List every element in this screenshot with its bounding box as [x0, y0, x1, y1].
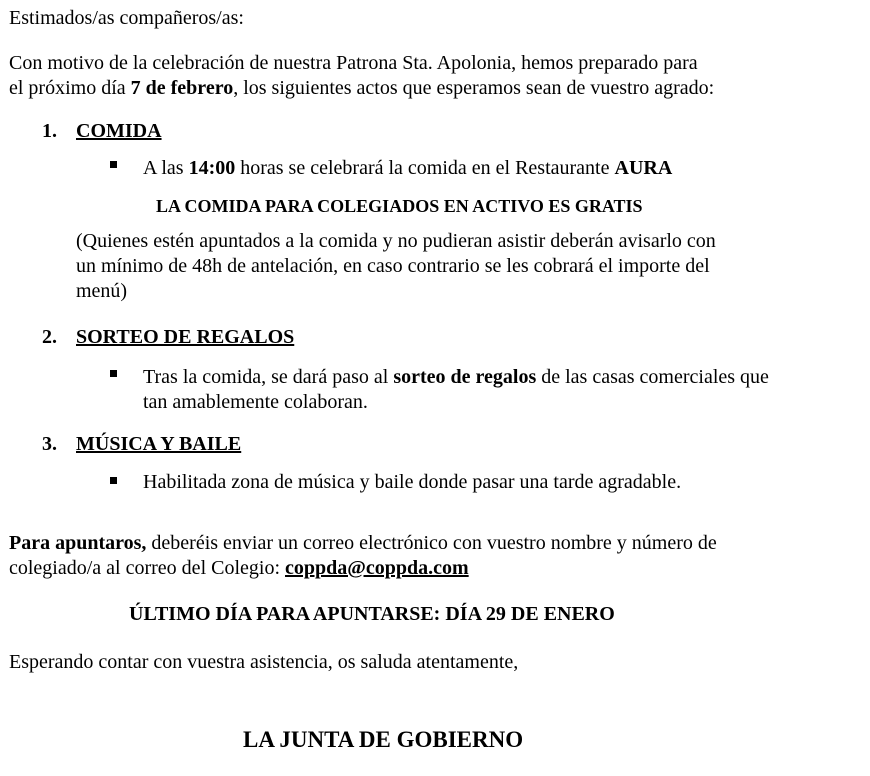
section-2-bullet-line-1	[143, 364, 769, 390]
section-2-number: 2.	[42, 326, 57, 348]
raffle-label: sorteo de regalos	[393, 366, 537, 388]
intro-line-1: Con motivo de la celebración de nuestra Patrona Sta. Apolonia, hemos preparado para	[9, 52, 698, 74]
section-2-bullet-pre: Tras la comida, se dará paso al	[143, 366, 394, 388]
section-2-title: SORTEO DE REGALOS	[76, 326, 295, 348]
bullet-icon	[110, 370, 117, 377]
section-3-number: 3.	[42, 433, 57, 455]
signup-line-1-rest: deberéis enviar un correo electrónico con vuestro nombre y número de	[146, 532, 717, 554]
section-3-bullet: Habilitada zona de música y baile donde pasar una tarde agradable.	[143, 471, 682, 493]
meal-time: 14:00	[188, 157, 236, 179]
intro-line-2-start: el próximo día	[9, 77, 131, 99]
bullet-icon	[110, 161, 117, 168]
signup-line-2	[9, 555, 469, 581]
signature: LA JUNTA DE GOBIERNO	[243, 727, 524, 752]
section-2-bullet-line-2: tan amablemente colaboran.	[143, 391, 368, 413]
free-meal-notice: LA COMIDA PARA COLEGIADOS EN ACTIVO ES GRATIS	[156, 196, 643, 216]
greeting: Estimados/as compañeros/as:	[9, 7, 244, 29]
signup-line-1	[9, 530, 717, 556]
section-3-title: MÚSICA Y BAILE	[76, 433, 242, 455]
bullet-icon	[110, 477, 117, 484]
intro-line-2-end: , los siguientes actos que esperamos sean de vuestro agrado:	[233, 77, 715, 99]
closing-line: Esperando contar con vuestra asistencia, os saluda atentamente,	[9, 651, 519, 673]
restaurant-name: AURA	[614, 157, 673, 179]
section-1-number: 1.	[42, 120, 57, 142]
section-1-bullet	[143, 155, 672, 181]
signup-deadline: ÚLTIMO DÍA PARA APUNTARSE: DÍA 29 DE ENERO	[129, 603, 615, 625]
signup-line-2-pre: colegiado/a al correo del Colegio:	[9, 557, 286, 579]
event-date: 7 de febrero	[130, 77, 234, 99]
signup-lead: Para apuntaros,	[9, 532, 147, 554]
section-1-bullet-mid: horas se celebrará la comida en el Restaurante	[235, 157, 615, 179]
cancellation-note-line-1: (Quienes estén apuntados a la comida y no pudieran asistir deberán avisarlo con	[76, 230, 716, 252]
section-2-bullet-post: de las casas comerciales que	[536, 366, 769, 388]
section-1-bullet-pre: A las	[143, 157, 189, 179]
intro-line-2	[9, 75, 714, 101]
email-link[interactable]: coppda@coppda.com	[285, 557, 469, 579]
cancellation-note-line-2: un mínimo de 48h de antelación, en caso contrario se les cobrará el importe del	[76, 255, 710, 277]
cancellation-note-line-3: menú)	[76, 280, 128, 302]
section-1-title: COMIDA	[76, 120, 162, 142]
